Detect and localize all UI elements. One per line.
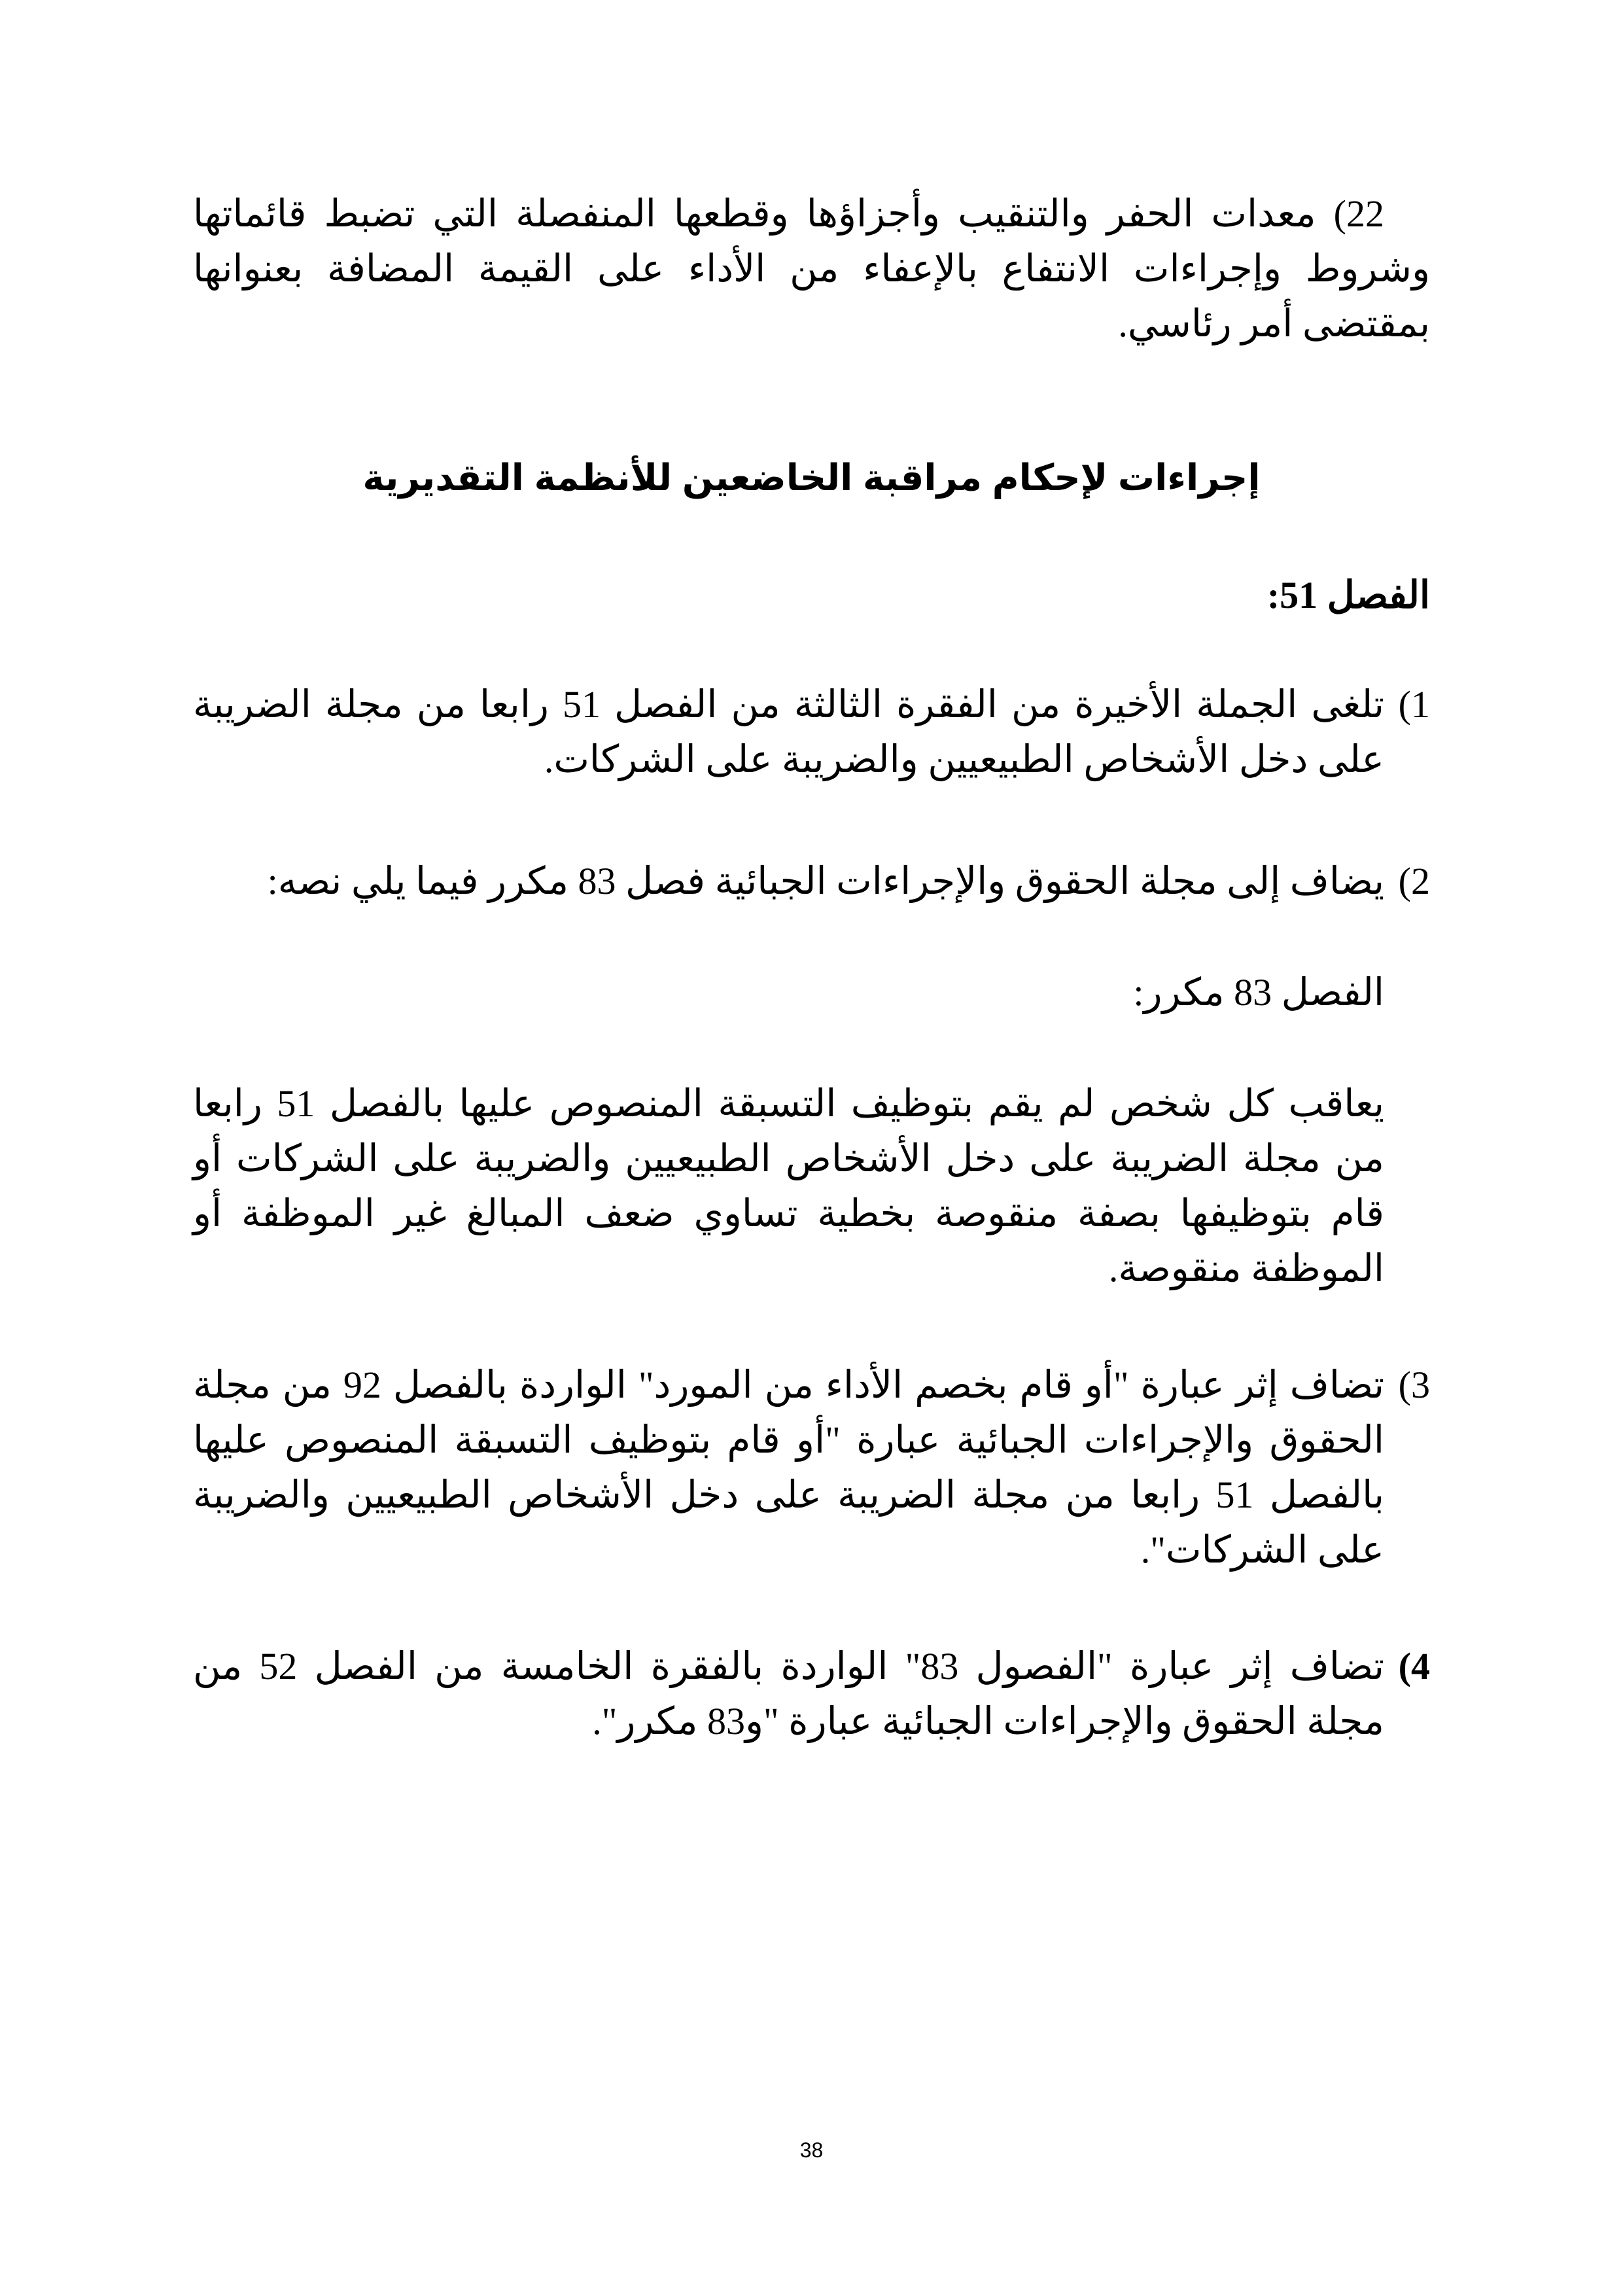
list-item [193, 1639, 1430, 1749]
list-item-text: تلغى الجملة الأخيرة من الفقرة الثالثة من الفصل 51 رابعا من مجلة الضريبة على دخل الأشخاص الطبيعيين والضريبة على الشركات. [193, 683, 1384, 781]
list-item [193, 677, 1430, 787]
list-item [193, 854, 1430, 909]
list-item [193, 1358, 1430, 1578]
list-item-text: تضاف إثر عبارة "أو قام بخصم الأداء من المورد" الواردة بالفصل 92 من مجلة الحقوق والإجراءات الجبائية عبارة "أو قام بتوظيف التسبقة المنصوص عليها بالفصل 51 رابعا من مجلة الضريبة على دخل الأشخاص الطبيعيين والضريبة على الشركات". [193, 1364, 1385, 1571]
list-item-number: 1) [1398, 683, 1430, 726]
section-heading: إجراءات لإحكام مراقبة الخاضعين للأنظمة التقديرية [362, 457, 1261, 498]
sub-article-title: الفصل 83 مكرر: [1133, 971, 1384, 1014]
page-number: 38 [799, 2138, 824, 2162]
list-item-number: 2) [1398, 860, 1430, 902]
intro-paragraph: 22) معدات الحفر والتنقيب وأجزاؤها وقطعها المنفصلة التي تضبط قائماتها وشروط وإجراءات الانتفاع بالإعفاء من الأداء على القيمة المضافة بعنوانها بمقتضى أمر رئاسي. [193, 192, 1430, 345]
chapter-title: الفصل 51: [1266, 574, 1430, 616]
list-item-number: 4) [1398, 1645, 1430, 1687]
list-item-number: 3) [1398, 1364, 1430, 1406]
sub-article-text: يعاقب كل شخص لم يقم بتوظيف التسبقة المنصوص عليها بالفصل 51 رابعا من مجلة الضريبة على دخل الأشخاص الطبيعيين والضريبة على الشركات أو قام بتوظيفها بصفة منقوصة بخطية تساوي ضعف المبالغ غير الموظفة أو الموظفة منقوصة. [193, 1082, 1385, 1290]
list-item-text: تضاف إثر عبارة "الفصول 83" الواردة بالفقرة الخامسة من الفصل 52 من مجلة الحقوق والإجراءات الجبائية عبارة "و83 مكرر". [193, 1645, 1385, 1742]
list-item-text: يضاف إلى مجلة الحقوق والإجراءات الجبائية فصل 83 مكرر فيما يلي نصه: [267, 860, 1384, 902]
